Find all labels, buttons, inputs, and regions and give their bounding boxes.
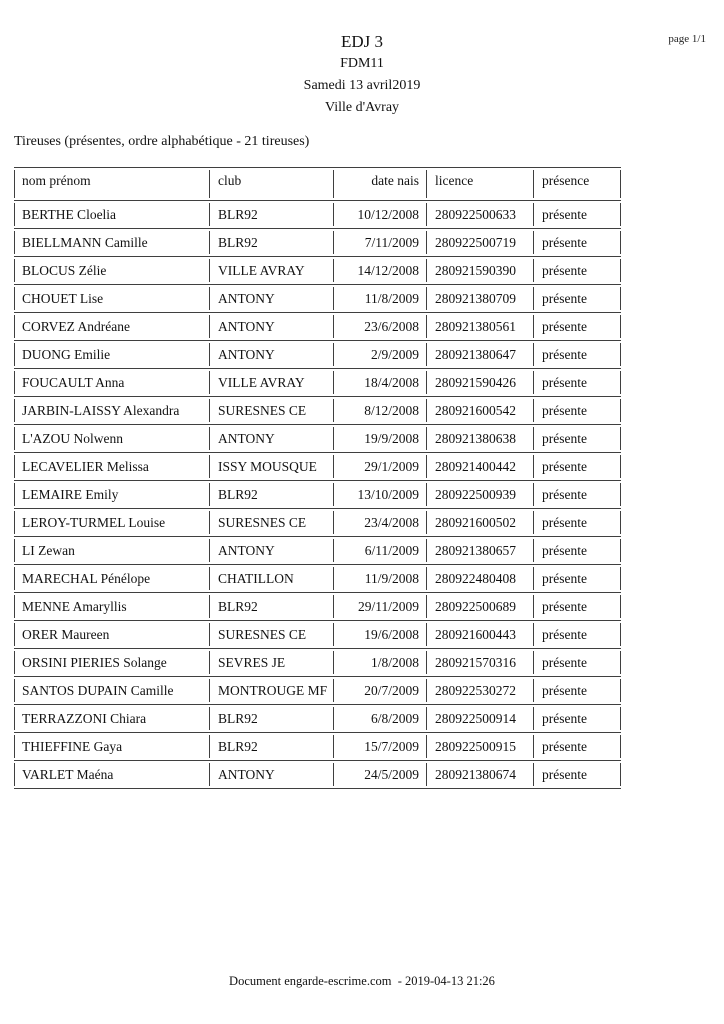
document-footer: Document engarde-escrime.com - 2019-04-13 21:26 <box>229 974 495 988</box>
table-row <box>14 761 621 789</box>
cell-birthdate: 20/7/2009 <box>334 677 427 704</box>
cell-licence: 280921380674 <box>427 761 534 788</box>
event-category: FDM11 <box>340 56 384 71</box>
cell-club: ISSY MOUSQUE <box>210 453 334 480</box>
cell-presence: présente <box>534 705 621 732</box>
cell-birthdate: 23/4/2008 <box>334 509 427 536</box>
col-header-club: club <box>210 168 334 200</box>
cell-presence: présente <box>534 761 621 788</box>
cell-club: BLR92 <box>210 733 334 760</box>
cell-licence: 280921380647 <box>427 341 534 368</box>
table-row <box>14 453 621 481</box>
cell-presence: présente <box>534 593 621 620</box>
cell-name: MARECHAL Pénélope <box>14 565 210 592</box>
col-header-licence: licence <box>427 168 534 200</box>
cell-name: LEROY-TURMEL Louise <box>14 509 210 536</box>
table-row <box>14 229 621 257</box>
cell-presence: présente <box>534 425 621 452</box>
cell-name: JARBIN-LAISSY Alexandra <box>14 397 210 424</box>
cell-presence: présente <box>534 481 621 508</box>
event-title: EDJ 3 <box>340 32 384 51</box>
cell-name: LI Zewan <box>14 537 210 564</box>
cell-club: ANTONY <box>210 285 334 312</box>
cell-name: LEMAIRE Emily <box>14 481 210 508</box>
cell-presence: présente <box>534 565 621 592</box>
cell-birthdate: 1/8/2008 <box>334 649 427 676</box>
table-row <box>14 593 621 621</box>
cell-birthdate: 19/6/2008 <box>334 621 427 648</box>
cell-licence: 280922500689 <box>427 593 534 620</box>
cell-club: BLR92 <box>210 229 334 256</box>
table-row <box>14 677 621 705</box>
cell-name: ORER Maureen <box>14 621 210 648</box>
cell-club: CHATILLON <box>210 565 334 592</box>
cell-club: SURESNES CE <box>210 621 334 648</box>
cell-club: SURESNES CE <box>210 397 334 424</box>
cell-birthdate: 14/12/2008 <box>334 257 427 284</box>
table-row <box>14 509 621 537</box>
cell-birthdate: 15/7/2009 <box>334 733 427 760</box>
cell-name: THIEFFINE Gaya <box>14 733 210 760</box>
cell-club: SEVRES JE <box>210 649 334 676</box>
cell-licence: 280921380561 <box>427 313 534 340</box>
cell-licence: 280921400442 <box>427 453 534 480</box>
cell-licence: 280921380709 <box>427 285 534 312</box>
cell-presence: présente <box>534 397 621 424</box>
cell-club: ANTONY <box>210 537 334 564</box>
cell-presence: présente <box>534 341 621 368</box>
cell-birthdate: 6/8/2009 <box>334 705 427 732</box>
cell-birthdate: 11/8/2009 <box>334 285 427 312</box>
cell-licence: 280921590390 <box>427 257 534 284</box>
cell-name: BIELLMANN Camille <box>14 229 210 256</box>
cell-presence: présente <box>534 453 621 480</box>
cell-licence: 280921600542 <box>427 397 534 424</box>
cell-club: SURESNES CE <box>210 509 334 536</box>
cell-licence: 280922500633 <box>427 201 534 228</box>
table-row <box>14 621 621 649</box>
cell-birthdate: 24/5/2009 <box>334 761 427 788</box>
cell-presence: présente <box>534 229 621 256</box>
cell-club: VILLE AVRAY <box>210 257 334 284</box>
table-row <box>14 285 621 313</box>
cell-name: CORVEZ Andréane <box>14 313 210 340</box>
cell-club: ANTONY <box>210 425 334 452</box>
cell-name: LECAVELIER Melissa <box>14 453 210 480</box>
event-date: Samedi 13 avril2019 <box>303 78 421 93</box>
cell-club: ANTONY <box>210 761 334 788</box>
cell-club: BLR92 <box>210 201 334 228</box>
cell-birthdate: 8/12/2008 <box>334 397 427 424</box>
cell-presence: présente <box>534 621 621 648</box>
cell-birthdate: 23/6/2008 <box>334 313 427 340</box>
table-row <box>14 733 621 761</box>
col-header-presence: présence <box>534 168 621 200</box>
cell-name: DUONG Emilie <box>14 341 210 368</box>
cell-birthdate: 29/11/2009 <box>334 593 427 620</box>
col-header-date-nais: date nais <box>334 168 427 200</box>
cell-birthdate: 11/9/2008 <box>334 565 427 592</box>
cell-licence: 280922530272 <box>427 677 534 704</box>
cell-club: VILLE AVRAY <box>210 369 334 396</box>
document-header <box>0 31 724 119</box>
cell-birthdate: 13/10/2009 <box>334 481 427 508</box>
cell-birthdate: 19/9/2008 <box>334 425 427 452</box>
table-row <box>14 257 621 285</box>
cell-presence: présente <box>534 537 621 564</box>
cell-presence: présente <box>534 285 621 312</box>
cell-club: MONTROUGE MF <box>210 677 334 704</box>
table-row <box>14 425 621 453</box>
cell-presence: présente <box>534 649 621 676</box>
attendance-table <box>14 167 621 789</box>
cell-name: ORSINI PIERIES Solange <box>14 649 210 676</box>
cell-licence: 280922500939 <box>427 481 534 508</box>
cell-licence: 280921600443 <box>427 621 534 648</box>
cell-licence: 280921570316 <box>427 649 534 676</box>
cell-presence: présente <box>534 201 621 228</box>
cell-licence: 280921600502 <box>427 509 534 536</box>
cell-birthdate: 7/11/2009 <box>334 229 427 256</box>
table-row <box>14 565 621 593</box>
cell-name: L'AZOU Nolwenn <box>14 425 210 452</box>
table-row <box>14 649 621 677</box>
cell-club: ANTONY <box>210 313 334 340</box>
table-row <box>14 201 621 229</box>
event-location: Ville d'Avray <box>324 100 400 115</box>
table-row <box>14 481 621 509</box>
cell-presence: présente <box>534 369 621 396</box>
cell-licence: 280922500719 <box>427 229 534 256</box>
table-row <box>14 705 621 733</box>
cell-name: BERTHE Cloelia <box>14 201 210 228</box>
section-label: Tireuses (présentes, ordre alphabétique - 21 tireuses) <box>14 134 310 149</box>
cell-licence: 280921380657 <box>427 537 534 564</box>
col-header-nom-prenom: nom prénom <box>14 168 210 200</box>
cell-birthdate: 18/4/2008 <box>334 369 427 396</box>
table-header-row <box>14 168 621 201</box>
cell-licence: 280922500915 <box>427 733 534 760</box>
cell-birthdate: 2/9/2009 <box>334 341 427 368</box>
cell-name: FOUCAULT Anna <box>14 369 210 396</box>
cell-name: MENNE Amaryllis <box>14 593 210 620</box>
table-row <box>14 313 621 341</box>
cell-presence: présente <box>534 313 621 340</box>
table-row <box>14 397 621 425</box>
cell-presence: présente <box>534 677 621 704</box>
cell-name: BLOCUS Zélie <box>14 257 210 284</box>
page-indicator: page 1/1 <box>668 33 706 45</box>
cell-licence: 280921380638 <box>427 425 534 452</box>
cell-club: BLR92 <box>210 705 334 732</box>
cell-licence: 280921590426 <box>427 369 534 396</box>
cell-club: BLR92 <box>210 481 334 508</box>
cell-club: BLR92 <box>210 593 334 620</box>
cell-name: SANTOS DUPAIN Camille <box>14 677 210 704</box>
cell-name: TERRAZZONI Chiara <box>14 705 210 732</box>
cell-name: CHOUET Lise <box>14 285 210 312</box>
cell-club: ANTONY <box>210 341 334 368</box>
cell-birthdate: 6/11/2009 <box>334 537 427 564</box>
cell-name: VARLET Maéna <box>14 761 210 788</box>
cell-birthdate: 10/12/2008 <box>334 201 427 228</box>
table-row <box>14 341 621 369</box>
cell-presence: présente <box>534 509 621 536</box>
cell-presence: présente <box>534 733 621 760</box>
cell-licence: 280922480408 <box>427 565 534 592</box>
table-row <box>14 369 621 397</box>
cell-licence: 280922500914 <box>427 705 534 732</box>
cell-birthdate: 29/1/2009 <box>334 453 427 480</box>
table-body <box>14 201 621 789</box>
table-row <box>14 537 621 565</box>
cell-presence: présente <box>534 257 621 284</box>
